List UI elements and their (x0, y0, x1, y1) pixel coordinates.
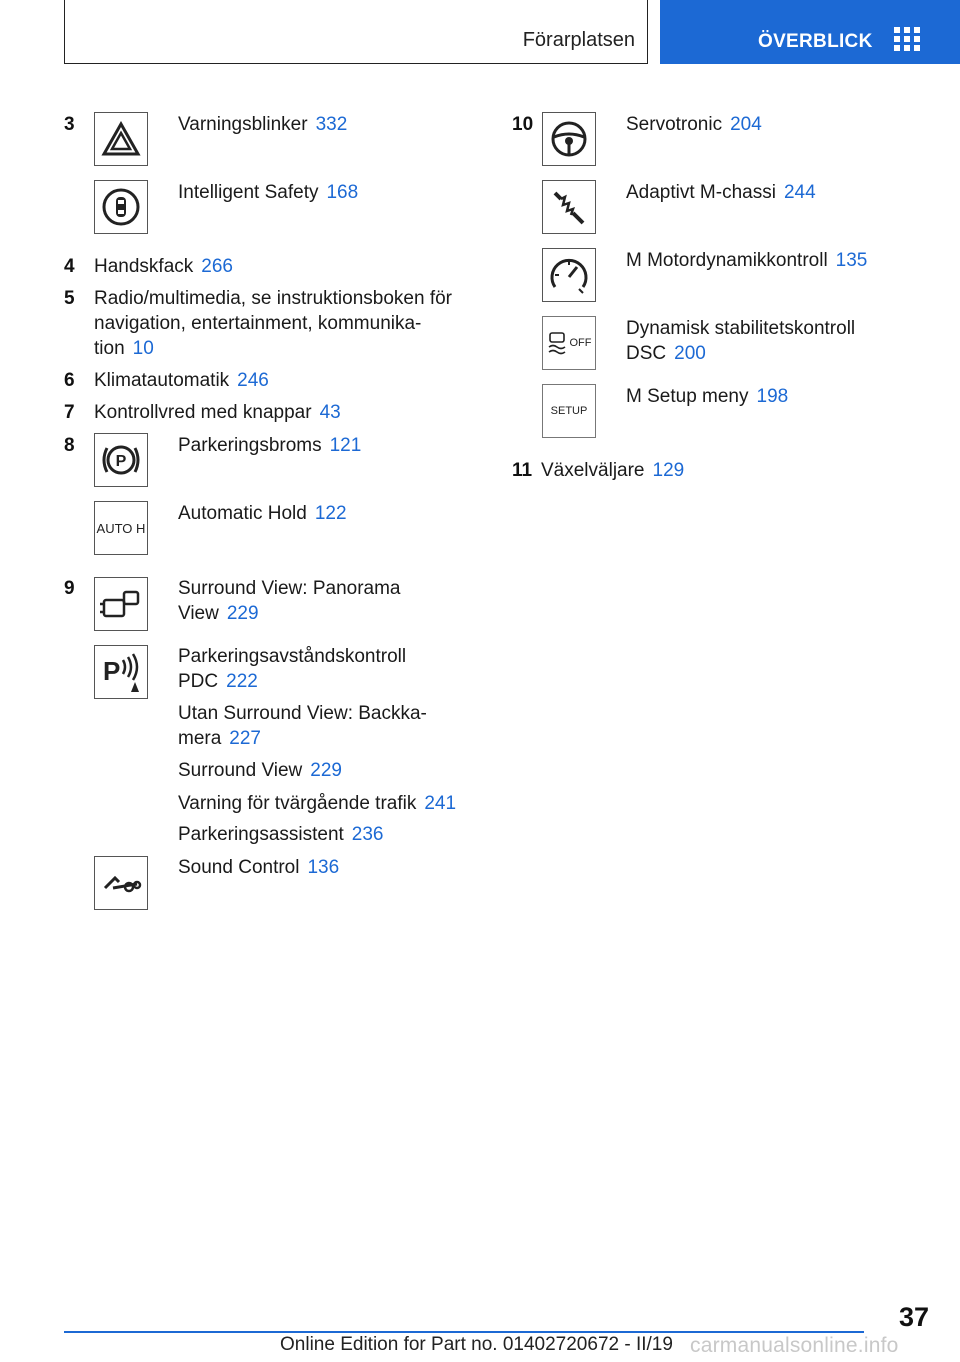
gauge-icon (542, 248, 596, 302)
sound-control-icon (94, 856, 148, 910)
page-ref-link[interactable]: 136 (307, 857, 340, 878)
item-label: Automatic Hold (178, 503, 307, 524)
item-label: Intelligent Safety (178, 182, 319, 203)
page-ref-link[interactable]: 168 (326, 182, 359, 203)
steering-wheel-icon (542, 112, 596, 166)
page-ref-link[interactable]: 129 (652, 460, 685, 481)
page-ref-link[interactable]: 198 (756, 386, 789, 407)
item-label: Servotronic (626, 114, 723, 135)
list-item-11 (541, 458, 684, 483)
footer-divider (64, 1331, 864, 1333)
list-item-10c (626, 248, 867, 273)
auto-hold-icon (94, 501, 148, 555)
item-label-line: navigation, entertainment, kommunika- (94, 313, 422, 334)
item-label: Växelväljare (541, 460, 645, 481)
list-item-8a (178, 433, 361, 458)
page-ref-link[interactable]: 122 (314, 503, 347, 524)
page-number: 37 (898, 1302, 929, 1332)
list-item-5 (94, 286, 464, 361)
header-chapter-title: ÖVERBLICK (758, 31, 873, 52)
page-ref-link[interactable]: 266 (201, 256, 233, 277)
list-item-9b (178, 644, 406, 694)
item-label: Varning för tvärgående trafik (178, 793, 417, 814)
grid-icon (894, 27, 920, 51)
svg-text:P: P (103, 656, 121, 686)
item-label-line: Dynamisk stabilitetskontroll (626, 318, 856, 339)
parking-brake-icon (94, 433, 148, 487)
item-label: Surround View (178, 760, 303, 781)
list-item-9c (178, 701, 427, 751)
item-label-line: Parkeringsavståndskontroll (178, 646, 407, 667)
item-label: M Motordynamikkontroll (626, 250, 828, 271)
page-ref-link[interactable]: 121 (329, 435, 362, 456)
page-ref-link[interactable]: 43 (319, 402, 341, 423)
item-label: Sound Control (178, 857, 300, 878)
item-label-line: Utan Surround View: Backka- (178, 703, 427, 724)
dsc-off-icon-text: OFF (569, 337, 592, 349)
item-label-line: tion (94, 338, 125, 359)
item-label-line: DSC (626, 343, 667, 364)
list-item-6 (94, 368, 269, 393)
item-label-line: Surround View: Panorama (178, 578, 401, 599)
list-item-8b (178, 501, 347, 526)
page-ref-link[interactable]: 227 (229, 728, 261, 749)
page-ref-link[interactable]: 10 (132, 338, 154, 359)
item-number-9: 9 (64, 578, 75, 599)
setup-icon-text: SETUP (550, 405, 588, 417)
park-distance-icon (94, 645, 148, 699)
dsc-off-icon (542, 316, 596, 370)
page-ref-link[interactable]: 229 (310, 760, 342, 781)
item-number-8: 8 (64, 435, 75, 456)
list-item-9f (178, 822, 384, 847)
list-item-9a (178, 576, 401, 626)
item-label-line: mera (178, 728, 222, 749)
list-item-10b (626, 180, 816, 205)
list-item-4 (94, 254, 233, 279)
page-ref-link[interactable]: 246 (237, 370, 269, 391)
list-item-7 (94, 400, 341, 425)
page-ref-link[interactable]: 229 (226, 603, 259, 624)
list-item-3b (178, 180, 358, 205)
item-number-6: 6 (64, 370, 75, 391)
auto-hold-icon-text: AUTO H (96, 520, 146, 536)
item-label-line: Radio/multimedia, se instruktionsboken för (94, 288, 453, 309)
page-ref-link[interactable]: 332 (315, 114, 348, 135)
page-ref-link[interactable]: 135 (835, 250, 868, 271)
item-number-11: 11 (512, 460, 533, 481)
item-number-10: 10 (512, 114, 534, 135)
item-label-line: PDC (178, 671, 219, 692)
item-label: Adaptivt M-chassi (626, 182, 776, 203)
page-ref-link[interactable]: 222 (226, 671, 258, 692)
item-label: Parkeringsassistent (178, 824, 344, 845)
item-number-5: 5 (64, 288, 75, 309)
list-item-10e (626, 384, 788, 409)
item-label: Parkeringsbroms (178, 435, 322, 456)
item-number-7: 7 (64, 402, 75, 423)
header-chapter-tab[interactable] (660, 0, 960, 64)
suspension-icon (542, 180, 596, 234)
hazard-warning-icon (94, 112, 148, 166)
footer-edition: Online Edition for Part no. 01402720672 - II/19 (280, 1334, 673, 1355)
header-section-box (64, 0, 648, 64)
list-item-3a (178, 112, 347, 137)
item-label: Kontrollvred med knappar (94, 402, 312, 423)
item-label: Varningsblinker (178, 114, 308, 135)
list-item-9e (178, 791, 456, 816)
item-label-line: View (178, 603, 219, 624)
page-ref-link[interactable]: 236 (351, 824, 384, 845)
list-item-9g (178, 855, 339, 880)
page-ref-link[interactable]: 244 (783, 182, 816, 203)
svg-text:P: P (115, 453, 127, 470)
watermark-text: carmanualsonline.info (690, 1334, 899, 1357)
item-number-3: 3 (64, 114, 75, 135)
setup-icon (542, 384, 596, 438)
page-ref-link[interactable]: 204 (730, 114, 762, 135)
surround-view-icon (94, 577, 148, 631)
item-label: Handskfack (94, 256, 194, 277)
page-ref-link[interactable]: 241 (424, 793, 457, 814)
list-item-10d (626, 316, 855, 366)
list-item-10a (626, 112, 762, 137)
item-label: Klimatautomatik (94, 370, 230, 391)
intelligent-safety-icon (94, 180, 148, 234)
item-label: M Setup meny (626, 386, 749, 407)
list-item-9d (178, 758, 342, 783)
page-ref-link[interactable]: 200 (674, 343, 706, 364)
item-number-4: 4 (64, 256, 75, 277)
header-section-title: Förarplatsen (522, 29, 635, 51)
